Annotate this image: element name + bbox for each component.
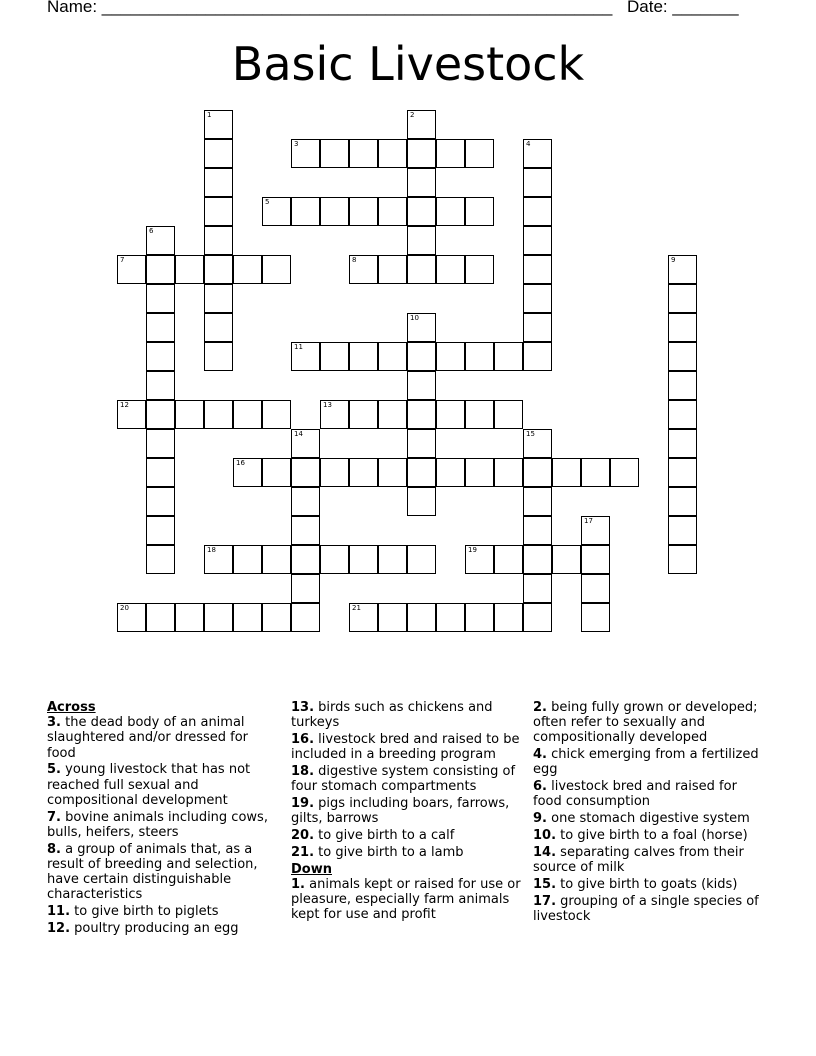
grid-cell[interactable] bbox=[146, 458, 175, 487]
clue-text: the dead body of an animal slaughtered and/or dressed for food bbox=[47, 715, 248, 761]
grid-cell[interactable] bbox=[523, 255, 552, 284]
grid-cell[interactable] bbox=[320, 139, 349, 168]
clue-text: poultry producing an egg bbox=[74, 920, 239, 936]
grid-cell[interactable] bbox=[349, 139, 378, 168]
clue-text: digestive system consisting of four stomach compartments bbox=[291, 764, 516, 795]
clue-number: 4. bbox=[533, 747, 547, 763]
clue-number: 13. bbox=[291, 700, 315, 715]
clue-item bbox=[47, 842, 275, 903]
clue-number-label: 7 bbox=[120, 256, 125, 264]
grid-cell[interactable] bbox=[465, 458, 494, 487]
grid-cell[interactable] bbox=[291, 574, 320, 603]
grid-cell[interactable] bbox=[262, 400, 291, 429]
grid-cell[interactable] bbox=[175, 400, 204, 429]
grid-cell[interactable] bbox=[378, 139, 407, 168]
clue-item bbox=[533, 845, 769, 875]
grid-cell[interactable] bbox=[262, 255, 291, 284]
grid-cell[interactable] bbox=[436, 400, 465, 429]
clue-number: 7. bbox=[47, 809, 61, 825]
grid-cell[interactable] bbox=[407, 603, 436, 632]
clue-number-label: 20 bbox=[120, 604, 129, 612]
grid-cell[interactable] bbox=[204, 400, 233, 429]
grid-cell[interactable] bbox=[233, 255, 262, 284]
grid-cell[interactable] bbox=[465, 400, 494, 429]
clue-number-label: 6 bbox=[149, 227, 154, 235]
clue-text: to give birth to a calf bbox=[318, 828, 455, 843]
clue-column-2 bbox=[291, 700, 527, 924]
grid-cell[interactable] bbox=[291, 603, 320, 632]
clue-number-label: 8 bbox=[352, 256, 357, 264]
grid-cell[interactable] bbox=[378, 400, 407, 429]
clue-item bbox=[291, 796, 527, 826]
clue-column-3 bbox=[533, 700, 769, 926]
clue-number: 12. bbox=[47, 920, 71, 936]
grid-cell[interactable] bbox=[146, 603, 175, 632]
worksheet-header bbox=[0, 0, 816, 26]
grid-cell[interactable] bbox=[523, 226, 552, 255]
clue-number: 9. bbox=[533, 811, 547, 827]
grid-cell[interactable] bbox=[494, 400, 523, 429]
clue-item bbox=[291, 845, 527, 860]
grid-cell[interactable] bbox=[668, 371, 697, 400]
grid-cell[interactable] bbox=[523, 574, 552, 603]
clue-text: livestock bred and raised for food consumption bbox=[533, 779, 737, 810]
grid-cell[interactable] bbox=[320, 197, 349, 226]
grid-cell[interactable] bbox=[523, 284, 552, 313]
clue-text: separating calves from their source of milk bbox=[533, 844, 744, 875]
grid-cell[interactable] bbox=[378, 545, 407, 574]
clue-number-label: 14 bbox=[294, 430, 303, 438]
clue-item bbox=[291, 764, 527, 794]
grid-cell[interactable] bbox=[436, 139, 465, 168]
grid-cell[interactable] bbox=[436, 458, 465, 487]
grid-cell[interactable] bbox=[581, 516, 610, 545]
grid-cell[interactable] bbox=[668, 313, 697, 342]
grid-cell[interactable] bbox=[175, 255, 204, 284]
clue-number: 6. bbox=[533, 779, 547, 795]
grid-cell[interactable] bbox=[668, 429, 697, 458]
clue-number: 14. bbox=[533, 844, 557, 860]
grid-cell[interactable] bbox=[407, 313, 436, 342]
grid-cell[interactable] bbox=[407, 400, 436, 429]
clue-number: 11. bbox=[47, 904, 71, 920]
grid-cell[interactable] bbox=[552, 545, 581, 574]
grid-cell[interactable] bbox=[581, 458, 610, 487]
grid-cell[interactable] bbox=[668, 400, 697, 429]
clue-item bbox=[533, 877, 769, 892]
grid-cell[interactable] bbox=[523, 168, 552, 197]
grid-cell[interactable] bbox=[523, 313, 552, 342]
grid-cell[interactable] bbox=[494, 545, 523, 574]
grid-cell[interactable] bbox=[407, 371, 436, 400]
grid-cell[interactable] bbox=[320, 342, 349, 371]
clue-number-label: 5 bbox=[265, 198, 270, 206]
grid-cell[interactable] bbox=[291, 342, 320, 371]
clue-text: being fully grown or developed; often refer to sexually and compositionally developed bbox=[533, 700, 758, 746]
grid-cell[interactable] bbox=[465, 603, 494, 632]
grid-cell[interactable] bbox=[146, 545, 175, 574]
clue-number: 1. bbox=[291, 876, 305, 892]
grid-cell[interactable] bbox=[291, 197, 320, 226]
clue-number: 16. bbox=[291, 732, 315, 747]
grid-cell[interactable] bbox=[407, 487, 436, 516]
grid-cell[interactable] bbox=[523, 545, 552, 574]
grid-cell[interactable] bbox=[204, 342, 233, 371]
clue-number-label: 15 bbox=[526, 430, 535, 438]
clue-item bbox=[533, 779, 769, 809]
grid-cell[interactable] bbox=[349, 400, 378, 429]
across-clue-list bbox=[47, 715, 275, 936]
across-heading: Across bbox=[47, 700, 96, 715]
clue-item bbox=[533, 747, 769, 777]
grid-cell[interactable] bbox=[523, 197, 552, 226]
grid-cell[interactable] bbox=[146, 342, 175, 371]
grid-cell[interactable] bbox=[146, 313, 175, 342]
clue-number: 3. bbox=[47, 715, 61, 731]
clue-number: 18. bbox=[291, 764, 315, 779]
grid-cell[interactable] bbox=[407, 168, 436, 197]
clue-number-label: 21 bbox=[352, 604, 361, 612]
grid-cell[interactable] bbox=[320, 458, 349, 487]
clue-text: to give birth to piglets bbox=[74, 904, 219, 920]
grid-cell[interactable] bbox=[668, 516, 697, 545]
grid-cell[interactable] bbox=[436, 342, 465, 371]
grid-cell[interactable] bbox=[407, 110, 436, 139]
puzzle-title: Basic Livestock bbox=[231, 37, 585, 91]
grid-cell[interactable] bbox=[523, 516, 552, 545]
grid-cell[interactable] bbox=[204, 168, 233, 197]
grid-cell[interactable] bbox=[291, 545, 320, 574]
grid-cell[interactable] bbox=[668, 284, 697, 313]
grid-cell[interactable] bbox=[581, 545, 610, 574]
grid-cell[interactable] bbox=[233, 458, 262, 487]
grid-cell[interactable] bbox=[349, 458, 378, 487]
grid-cell[interactable] bbox=[291, 458, 320, 487]
grid-cell[interactable] bbox=[407, 197, 436, 226]
grid-cell[interactable] bbox=[146, 400, 175, 429]
clue-text: livestock bred and raised to be included in a breeding program bbox=[291, 732, 520, 763]
grid-cell[interactable] bbox=[523, 603, 552, 632]
clue-item bbox=[47, 904, 275, 919]
clue-number: 10. bbox=[533, 828, 557, 843]
grid-cell[interactable] bbox=[320, 400, 349, 429]
clue-text: to give birth to a foal (horse) bbox=[560, 828, 748, 843]
grid-cell[interactable] bbox=[552, 458, 581, 487]
grid-cell[interactable] bbox=[204, 226, 233, 255]
clue-text: a group of animals that, as a result of breeding and selection, have certain distinguishable characteristics bbox=[47, 841, 258, 903]
clue-column-1 bbox=[47, 700, 275, 938]
clue-number: 8. bbox=[47, 841, 61, 857]
clue-item bbox=[533, 828, 769, 843]
clue-text: grouping of a single species of livestock bbox=[533, 893, 759, 924]
clue-item bbox=[533, 700, 769, 746]
grid-cell[interactable] bbox=[204, 110, 233, 139]
grid-cell[interactable] bbox=[204, 197, 233, 226]
clue-number-label: 2 bbox=[410, 111, 415, 119]
grid-cell[interactable] bbox=[668, 545, 697, 574]
grid-cell[interactable] bbox=[494, 603, 523, 632]
down-heading: Down bbox=[291, 861, 332, 877]
clue-text: birds such as chickens and turkeys bbox=[291, 700, 493, 731]
clue-number: 17. bbox=[533, 893, 557, 909]
grid-cell[interactable] bbox=[407, 255, 436, 284]
grid-cell[interactable] bbox=[233, 400, 262, 429]
clue-item bbox=[291, 877, 527, 923]
clue-text: pigs including boars, farrows, gilts, barrows bbox=[291, 796, 510, 827]
grid-cell[interactable] bbox=[436, 255, 465, 284]
grid-cell[interactable] bbox=[291, 429, 320, 458]
grid-cell[interactable] bbox=[378, 255, 407, 284]
grid-cell[interactable] bbox=[117, 603, 146, 632]
down-clue-list-continued bbox=[533, 700, 769, 924]
grid-cell[interactable] bbox=[320, 545, 349, 574]
grid-cell[interactable] bbox=[465, 545, 494, 574]
grid-cell[interactable] bbox=[291, 139, 320, 168]
grid-cell[interactable] bbox=[465, 342, 494, 371]
clue-item bbox=[533, 894, 769, 924]
grid-cell[interactable] bbox=[233, 603, 262, 632]
grid-cell[interactable] bbox=[668, 458, 697, 487]
grid-cell[interactable] bbox=[407, 458, 436, 487]
grid-cell[interactable] bbox=[407, 429, 436, 458]
grid-cell[interactable] bbox=[407, 226, 436, 255]
clue-number-label: 18 bbox=[207, 546, 216, 554]
grid-cell[interactable] bbox=[407, 545, 436, 574]
grid-cell[interactable] bbox=[146, 255, 175, 284]
clue-number-label: 11 bbox=[294, 343, 303, 351]
clue-number: 5. bbox=[47, 762, 61, 778]
grid-cell[interactable] bbox=[146, 487, 175, 516]
grid-cell[interactable] bbox=[262, 197, 291, 226]
grid-cell[interactable] bbox=[262, 545, 291, 574]
down-clue-list bbox=[291, 877, 527, 923]
grid-cell[interactable] bbox=[117, 400, 146, 429]
grid-cell[interactable] bbox=[610, 458, 639, 487]
clue-number-label: 17 bbox=[584, 517, 593, 525]
grid-cell[interactable] bbox=[407, 342, 436, 371]
grid-cell[interactable] bbox=[146, 429, 175, 458]
clue-number: 2. bbox=[533, 700, 547, 715]
clue-number: 21. bbox=[291, 844, 315, 860]
grid-cell[interactable] bbox=[581, 603, 610, 632]
grid-cell[interactable] bbox=[146, 371, 175, 400]
grid-cell[interactable] bbox=[175, 603, 204, 632]
grid-cell[interactable] bbox=[523, 487, 552, 516]
grid-cell[interactable] bbox=[494, 342, 523, 371]
grid-cell[interactable] bbox=[204, 284, 233, 313]
grid-cell[interactable] bbox=[668, 487, 697, 516]
grid-cell[interactable] bbox=[523, 458, 552, 487]
clue-number: 15. bbox=[533, 876, 557, 892]
clue-number-label: 12 bbox=[120, 401, 129, 409]
grid-cell[interactable] bbox=[523, 139, 552, 168]
grid-cell[interactable] bbox=[378, 342, 407, 371]
clue-text: chick emerging from a fertilized egg bbox=[533, 747, 759, 778]
clue-text: young livestock that has not reached full sexual and compositional development bbox=[47, 762, 251, 808]
grid-cell[interactable] bbox=[668, 342, 697, 371]
clue-item bbox=[291, 828, 527, 843]
clue-number-label: 16 bbox=[236, 459, 245, 467]
clue-item bbox=[47, 715, 275, 761]
grid-cell[interactable] bbox=[523, 342, 552, 371]
grid-cell[interactable] bbox=[204, 139, 233, 168]
clue-text: animals kept or raised for use or pleasure, especially farm animals kept for use and profit bbox=[291, 876, 521, 923]
clue-item bbox=[47, 762, 275, 808]
grid-cell[interactable] bbox=[349, 255, 378, 284]
clue-text: one stomach digestive system bbox=[551, 811, 750, 827]
grid-cell[interactable] bbox=[233, 545, 262, 574]
grid-cell[interactable] bbox=[465, 197, 494, 226]
grid-cell[interactable] bbox=[436, 603, 465, 632]
clue-text: to give birth to goats (kids) bbox=[560, 876, 738, 892]
clue-item bbox=[47, 810, 275, 840]
clue-text: to give birth to a lamb bbox=[318, 844, 464, 860]
grid-cell[interactable] bbox=[117, 255, 146, 284]
grid-cell[interactable] bbox=[378, 197, 407, 226]
grid-cell[interactable] bbox=[146, 284, 175, 313]
grid-cell[interactable] bbox=[349, 545, 378, 574]
clue-number: 20. bbox=[291, 828, 315, 843]
grid-cell[interactable] bbox=[581, 574, 610, 603]
clue-number-label: 19 bbox=[468, 546, 477, 554]
grid-cell[interactable] bbox=[523, 429, 552, 458]
clue-number: 19. bbox=[291, 796, 315, 811]
clue-number-label: 13 bbox=[323, 401, 332, 409]
grid-cell[interactable] bbox=[204, 545, 233, 574]
clue-number-label: 9 bbox=[671, 256, 676, 264]
grid-cell[interactable] bbox=[291, 487, 320, 516]
clue-item bbox=[533, 811, 769, 826]
clue-number-label: 10 bbox=[410, 314, 419, 322]
clue-number-label: 4 bbox=[526, 140, 531, 148]
grid-cell[interactable] bbox=[407, 139, 436, 168]
grid-cell[interactable] bbox=[204, 603, 233, 632]
clue-text: bovine animals including cows, bulls, heifers, steers bbox=[47, 809, 268, 840]
grid-cell[interactable] bbox=[262, 603, 291, 632]
grid-cell[interactable] bbox=[291, 516, 320, 545]
grid-cell[interactable] bbox=[349, 342, 378, 371]
name-field[interactable]: Name: ______________________________________________________ bbox=[47, 0, 613, 16]
grid-cell[interactable] bbox=[378, 603, 407, 632]
grid-cell[interactable] bbox=[204, 313, 233, 342]
clue-number-label: 3 bbox=[294, 140, 299, 148]
grid-cell[interactable] bbox=[204, 255, 233, 284]
grid-cell[interactable] bbox=[146, 516, 175, 545]
grid-cell[interactable] bbox=[349, 197, 378, 226]
clue-item bbox=[291, 700, 527, 730]
grid-cell[interactable] bbox=[494, 458, 523, 487]
grid-cell[interactable] bbox=[465, 255, 494, 284]
grid-cell[interactable] bbox=[465, 139, 494, 168]
date-field[interactable]: Date: _______ bbox=[627, 0, 739, 16]
clue-item bbox=[47, 921, 275, 936]
grid-cell[interactable] bbox=[378, 458, 407, 487]
across-clue-list-continued bbox=[291, 700, 527, 860]
grid-cell[interactable] bbox=[436, 197, 465, 226]
clue-item bbox=[291, 732, 527, 762]
clue-number-label: 1 bbox=[207, 111, 212, 119]
grid-cell[interactable] bbox=[668, 255, 697, 284]
grid-cell[interactable] bbox=[146, 226, 175, 255]
grid-cell[interactable] bbox=[349, 603, 378, 632]
grid-cell[interactable] bbox=[262, 458, 291, 487]
